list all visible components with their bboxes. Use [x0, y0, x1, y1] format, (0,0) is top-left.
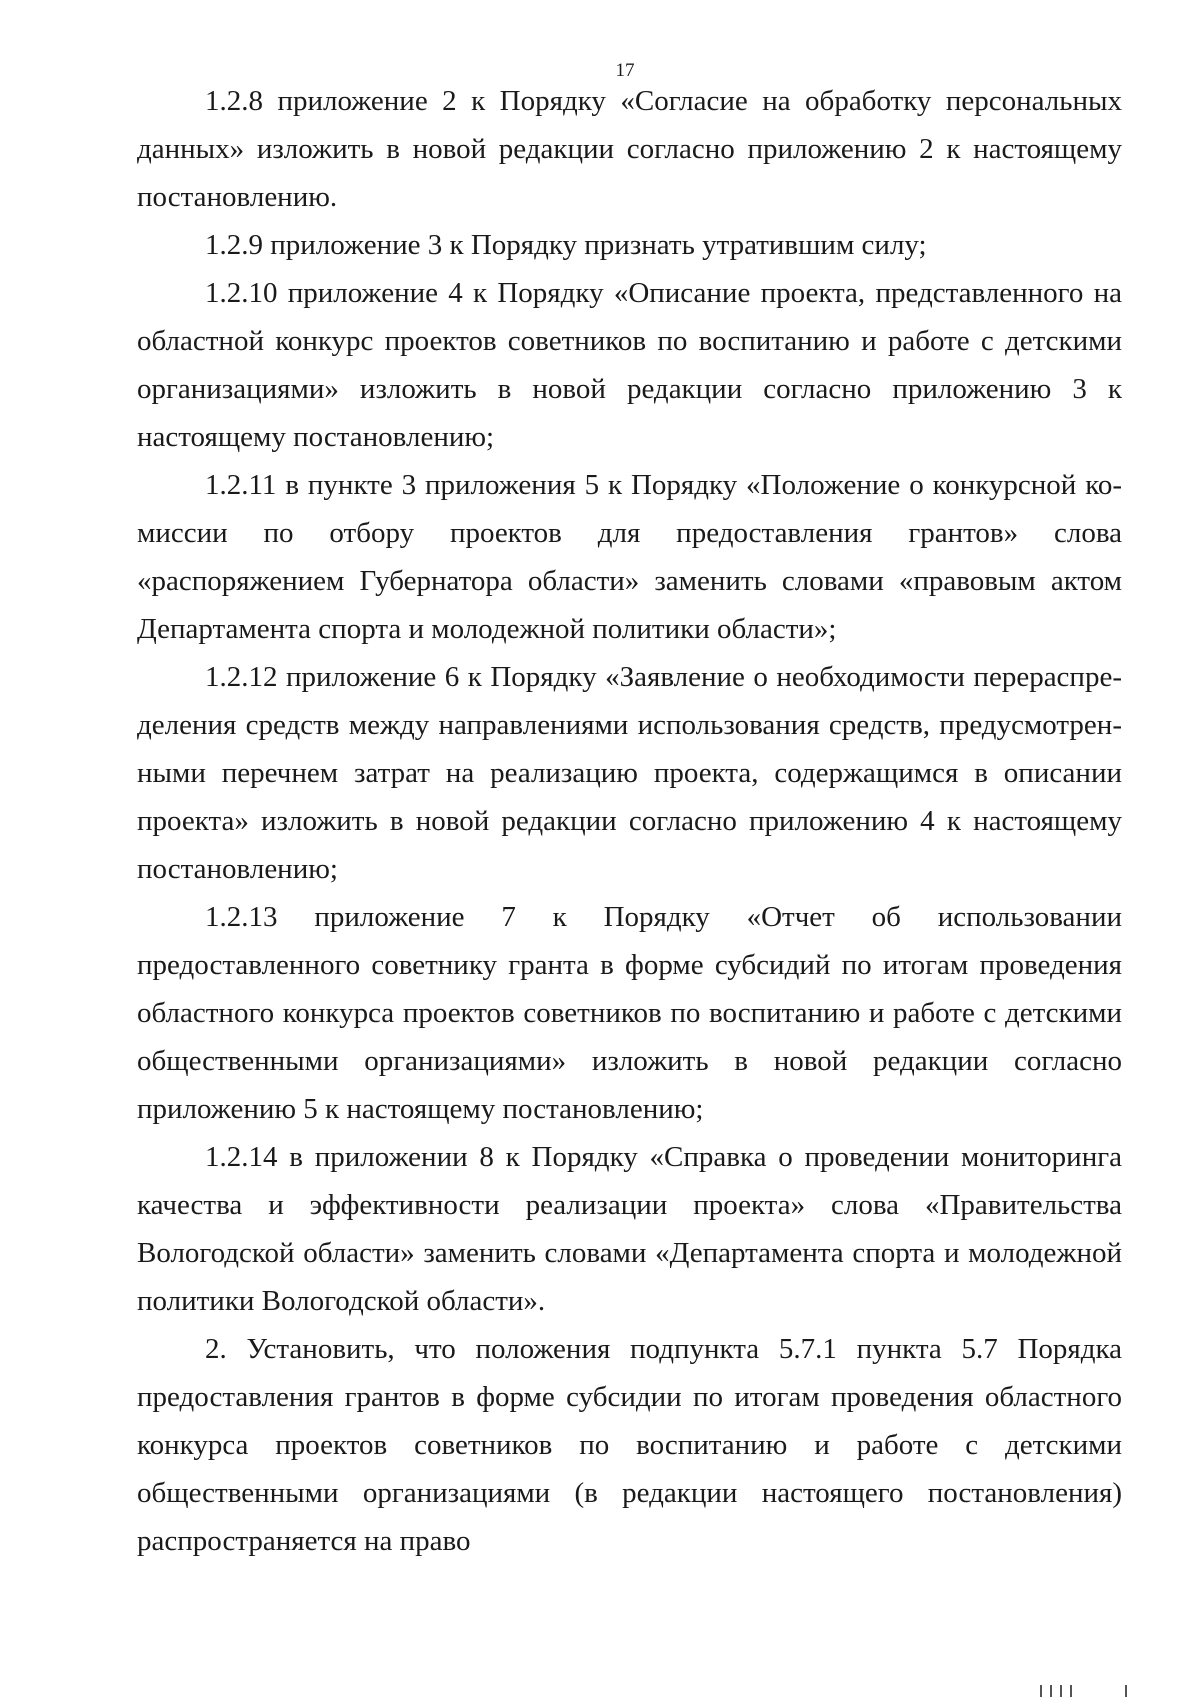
paragraph-1-2-13: 1.2.13 приложение 7 к Порядку «Отчет об использовании предоставленного советнику гранта в форме субсидий по итогам проведения областного конкурса проектов советников по воспитанию и работе с детскими общественными организациями» изложить в новой редакции согласно приложению 5 к настоящему постановлению; — [137, 901, 1122, 1125]
paragraph-1-2-10: 1.2.10 приложение 4 к Порядку «Описание проекта, представленного на областной конкурс проектов советников по воспитанию и работе с детскими организациями» изложить в новой редакции согласно приложению 3 к настоящему постановлению; — [137, 277, 1122, 453]
paragraph-1-2-8: 1.2.8 приложение 2 к Порядку «Согласие на обработку персональных данных» изложить в новой редакции согласно приложению 2 к настоящему постановлению. — [137, 85, 1122, 213]
page-number: 17 — [615, 60, 635, 81]
paragraph-2: 2. Установить, что положения подпункта 5.7.1 пункта 5.7 Порядка предоставления грантов в форме субсидии по итогам проведения областного конкурса проектов советников по воспитанию и работе с детскими общественными организациями (в редакции настоящего постановления) распространяется на право — [137, 1333, 1122, 1557]
paragraph-1-2-9: 1.2.9 приложение 3 к Порядку признать утратившим силу; — [205, 229, 927, 261]
paragraph-1-2-14: 1.2.14 в приложении 8 к Порядку «Справка о проведении мониторинга качества и эффективности реализации проекта» слова «Правительства Вологодской области» заменить словами «Департамента спорта и молодежной политики Вологодской области». — [137, 1141, 1122, 1317]
paragraph-1-2-11: 1.2.11 в пункте 3 приложения 5 к Порядку «Положение о конкурсной комиссии по отбору проектов для предоставления грантов» слова «распоряжением Губернатора области» заменить словами «правовым актом Департамента спорта и молодежной политики области»; — [137, 469, 1122, 645]
document-body — [137, 77, 1122, 1565]
scan-artifact-marks — [1020, 1681, 1140, 1697]
paragraph-1-2-12: 1.2.12 приложение 6 к Порядку «Заявление о необходимости перераспределения средств между направлениями использования средств, предусмотренными перечнем затрат на реализацию проекта, содержащимся в описании проекта» изложить в новой редакции согласно приложению 4 к настоящему постановлению; — [137, 661, 1122, 885]
